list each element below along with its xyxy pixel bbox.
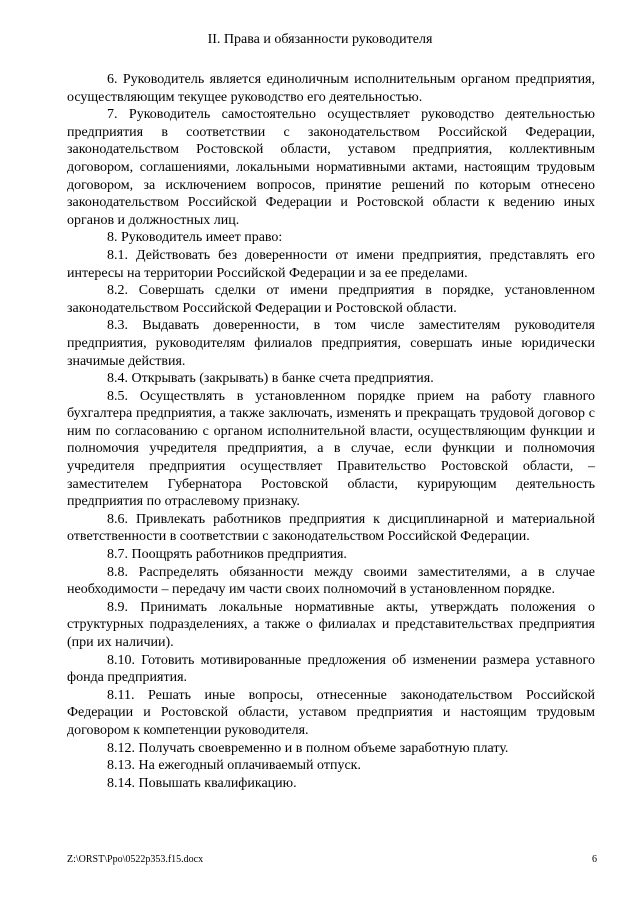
paragraph-8-1: 8.1. Действовать без доверенности от имени предприятия, представлять его интересы на территории Российской Федерации и за ее пределами. bbox=[67, 247, 595, 281]
paragraph-8-13: 8.13. На ежегодный оплачиваемый отпуск. bbox=[107, 758, 361, 774]
paragraph-8-9: 8.9. Принимать локальные нормативные акты, утверждать положения о структурных подразделениях, а также о филиалах и представительствах предприятия (при их наличии). bbox=[67, 599, 595, 650]
page-number: 6 bbox=[592, 854, 597, 865]
paragraph-6: 6. Руководитель является единоличным исполнительным органом предприятия, осуществляющим текущее руководство его деятельностью. bbox=[67, 72, 595, 105]
paragraph-8-6: 8.6. Привлекать работников предприятия к дисциплинарной и материальной ответственности в соответствии с законодательством Российской Федерации. bbox=[67, 511, 595, 545]
paragraph-8-4: 8.4. Открывать (закрывать) в банке счета предприятия. bbox=[107, 371, 434, 387]
paragraph-8-14: 8.14. Повышать квалификацию. bbox=[107, 775, 297, 791]
paragraph-7: 7. Руководитель самостоятельно осуществляет руководство деятельностью предприятия в соответствии с законодательством Российской Федерации, законодательством Ростовской области, уставом предприятия, коллективным договором, соглашениями, локальными нормативными актами, настоящим трудовым договором, за исключением вопросов, принятие решений по которым отнесено законодательством Российской Федерации и Ростовской области к ведению иных органов и должностных лиц. bbox=[67, 107, 595, 228]
paragraph-8-3: 8.3. Выдавать доверенности, в том числе заместителям руководителя предприятия, руководителям филиалов предприятия, совершать иные юридически значимые действия. bbox=[67, 318, 595, 369]
paragraph-8-2: 8.2. Совершать сделки от имени предприятия в порядке, установленном законодательством Российской Федерации и Ростовской области. bbox=[67, 283, 595, 316]
paragraph-8-7: 8.7. Поощрять работников предприятия. bbox=[107, 547, 347, 563]
paragraph-8-11: 8.11. Решать иные вопросы, отнесенные законодательством Российской Федерации и Ростовской области, уставом предприятия и настоящим трудовым договором к компетенции руководителя. bbox=[67, 687, 595, 738]
paragraph-8-12: 8.12. Получать своевременно и в полном объеме заработную плату. bbox=[107, 740, 509, 756]
document-body bbox=[67, 71, 595, 792]
paragraph-8-8: 8.8. Распределять обязанности между своими заместителями, а в случае необходимости – передачу им части своих полномочий в установленном порядке. bbox=[67, 564, 595, 598]
paragraph-8: 8. Руководитель имеет право: bbox=[107, 230, 283, 246]
paragraph-8-10: 8.10. Готовить мотивированные предложения об изменении размера уставного фонда предприятия. bbox=[67, 652, 595, 686]
footer-file-path: Z:\ORST\Ppo\0522p353.f15.docx bbox=[67, 854, 204, 865]
section-title: II. Права и обязанности руководителя bbox=[207, 32, 433, 47]
paragraph-8-5: 8.5. Осуществлять в установленном порядке прием на работу главного бухгалтера предприятия, а также заключать, изменять и прекращать трудовой договор с ним по согласованию с органом исполнительной власти, осуществляющим функции и полномочия учредителя предприятия, а в случае, если функции и полномочия учредителя предприятия осуществляет Правительство Ростовской области, – заместителем Губернатора Ростовской области, курирующим деятельность предприятия по отраслевому признаку. bbox=[67, 388, 595, 510]
